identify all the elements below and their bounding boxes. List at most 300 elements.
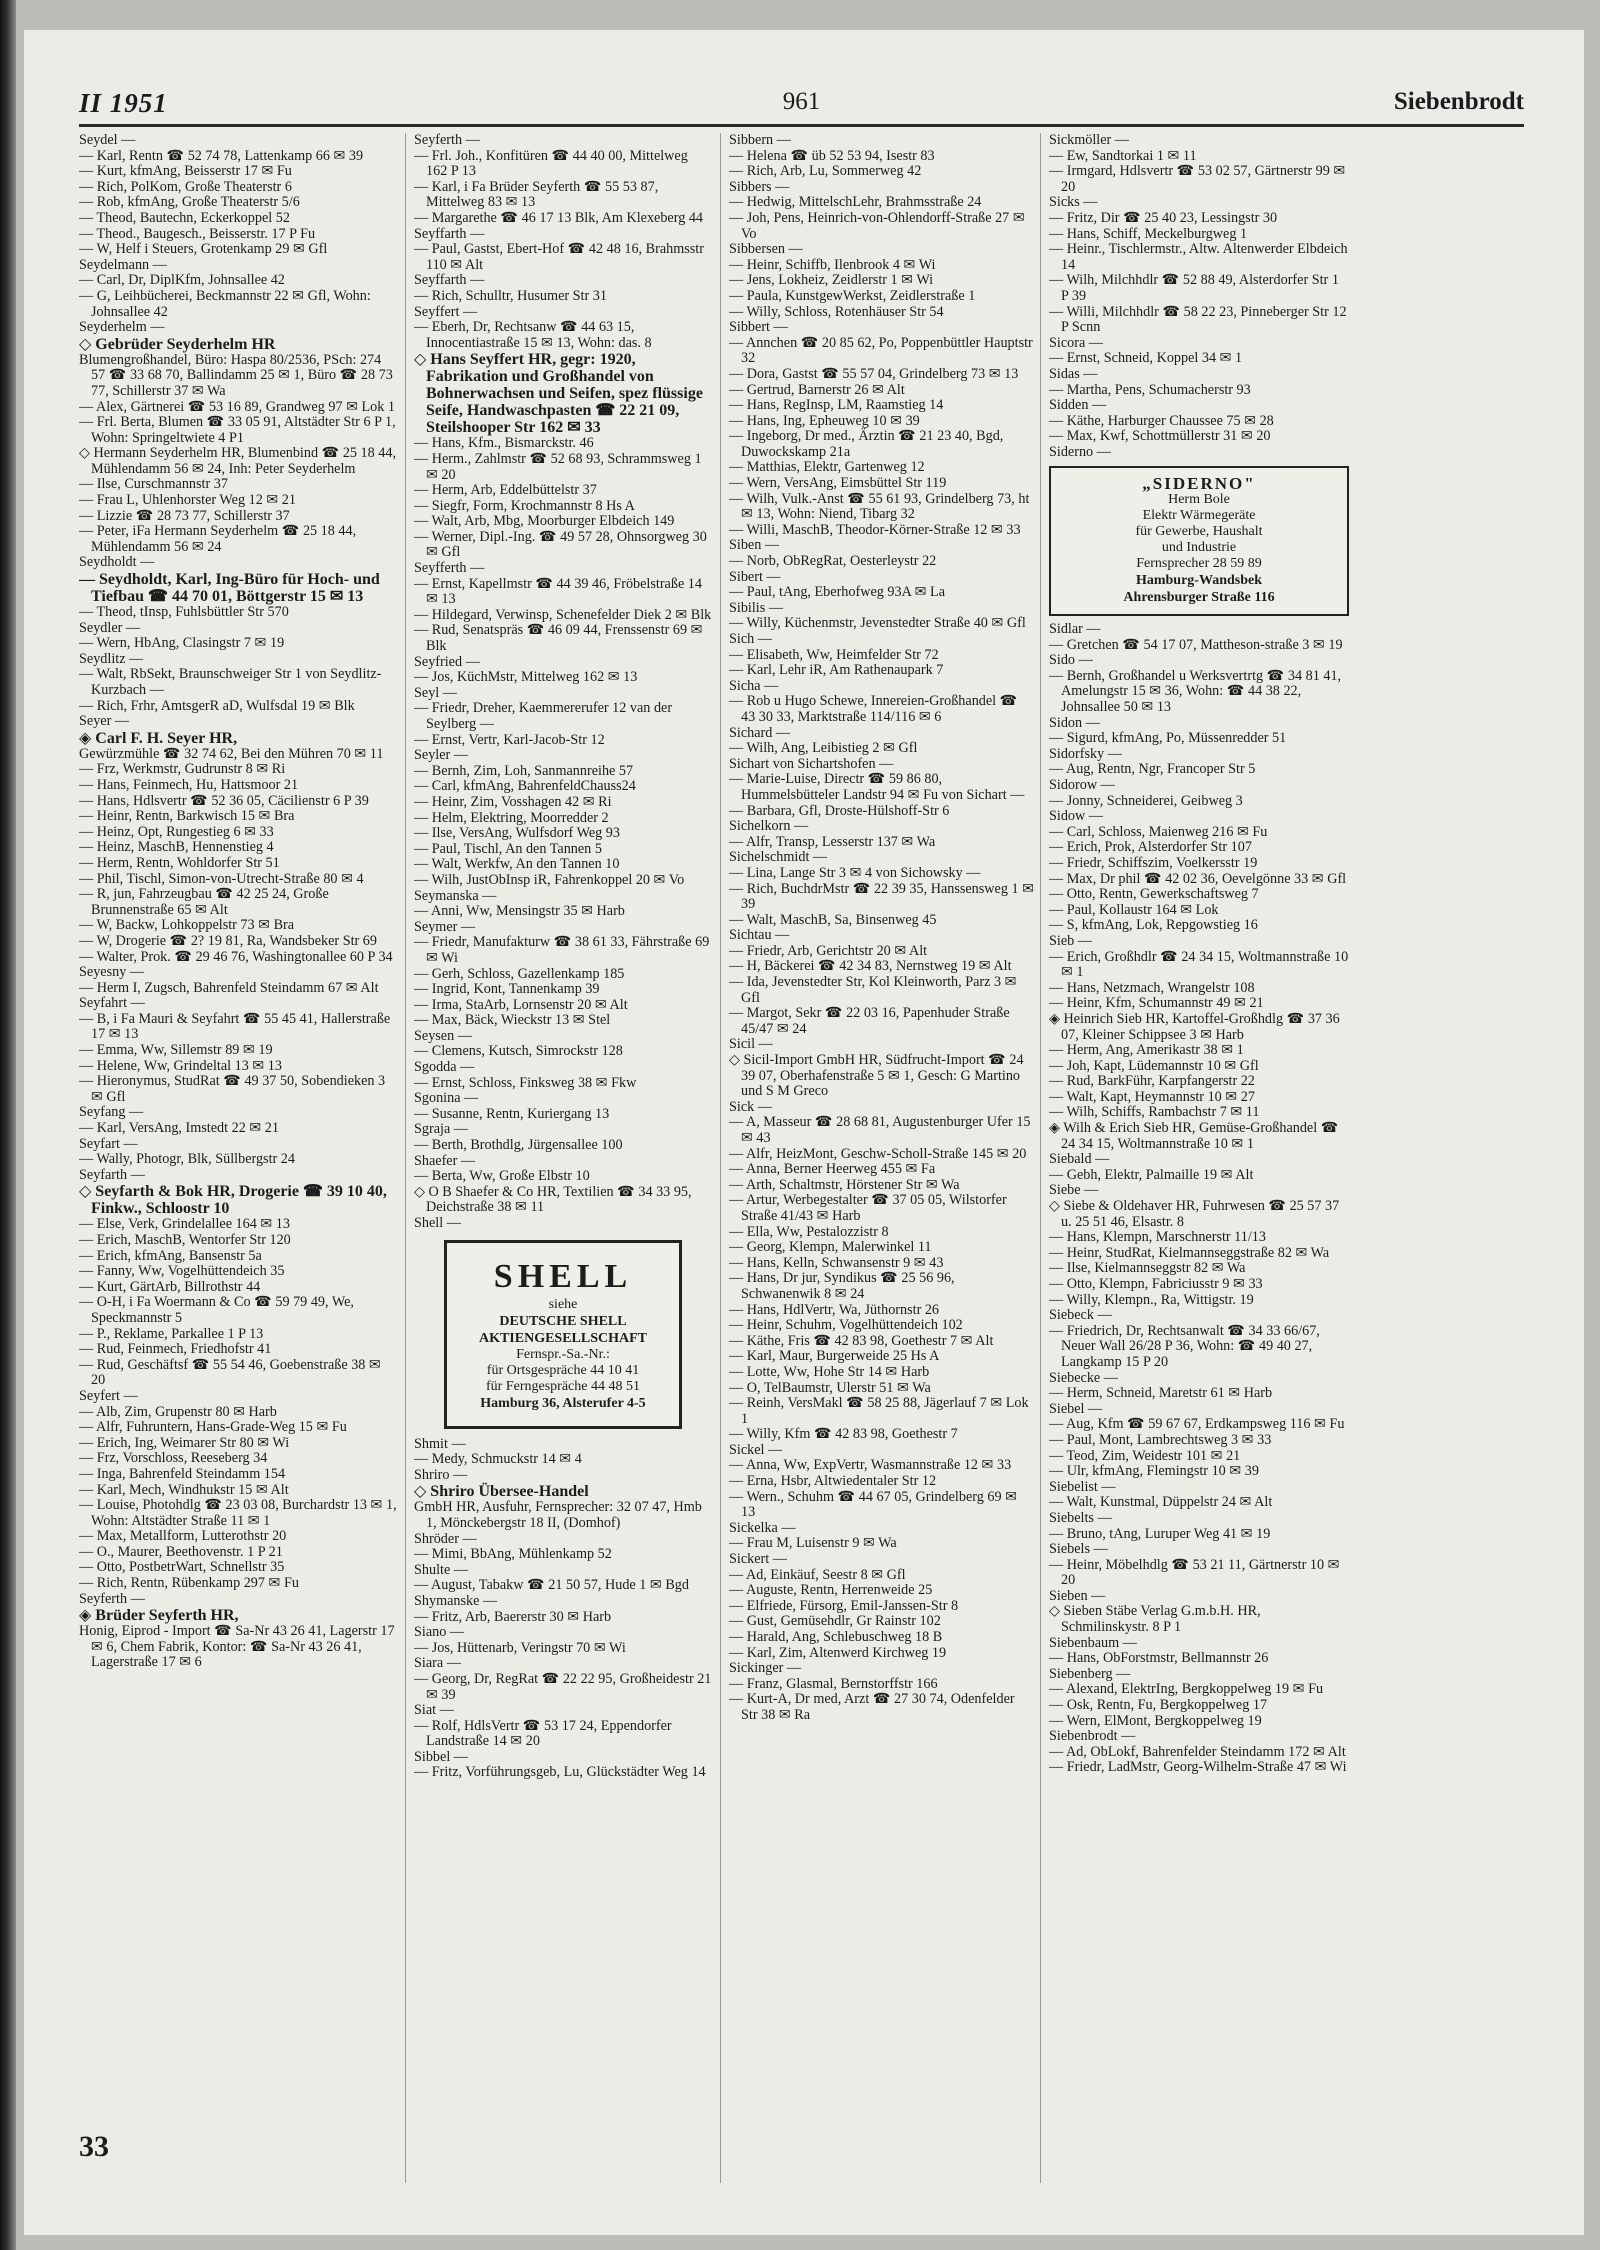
surname-heading: Sidlar — <box>1049 621 1101 638</box>
surname-heading: Sicora — <box>1049 334 1103 351</box>
directory-entry: — Ella, Ww, Pestalozzistr 8 <box>729 1223 889 1240</box>
directory-entry: — Medy, Schmuckstr 14 ✉ 4 <box>414 1451 582 1468</box>
directory-entry: — Anni, Ww, Mensingstr 35 ✉ Harb <box>414 903 625 920</box>
surname-heading: Seyffert — <box>414 303 478 320</box>
directory-entry: — Ad, ObLokf, Bahrenfelder Steindamm 172 ✉ Alt <box>1049 1743 1346 1760</box>
directory-entry: — Erich, Großhdlr ☎ 24 34 15, Woltmannstraße 10 ✉ 1 <box>1049 948 1349 981</box>
directory-entry: — Lizzie ☎ 28 73 77, Schillerstr 37 <box>79 507 290 524</box>
directory-entry: — Phil, Tischl, Simon-von-Utrecht-Straße 80 ✉ 4 <box>79 870 364 887</box>
directory-entry: — Gust, Gemüsehdlr, Gr Rainstr 102 <box>729 1613 941 1630</box>
directory-entry: — Friedr, Arb, Gerichtstr 20 ✉ Alt <box>729 942 928 959</box>
directory-entry: — Carl, kfmAng, BahrenfeldChauss24 <box>414 778 636 795</box>
directory-entry: — Seydholdt, Karl, Ing-Büro für Hoch- und Tiefbau ☎ 44 70 01, Böttgerstr 15 ✉ 13 <box>79 571 380 606</box>
directory-entry: — Hans, HdlVertr, Wa, Jüthornstr 26 <box>729 1301 940 1318</box>
directory-entry: — Herm, Ang, Amerikastr 38 ✉ 1 <box>1049 1042 1244 1059</box>
directory-entry: — Anna, Ww, ExpVertr, Wasmannstraße 12 ✉ 33 <box>729 1457 1012 1474</box>
directory-entry: — G, Leihbücherei, Beckmannstr 22 ✉ Gfl, Wohn: Johnsallee 42 <box>79 287 371 320</box>
directory-entry: — Margarethe ☎ 46 17 13 Blk, Am Klexeberg 44 <box>414 209 704 226</box>
directory-entry: ◈ Brüder Seyferth HR, <box>79 1607 239 1625</box>
directory-entry: Honig, Eiprod - Import ☎ Sa-Nr 43 26 41, Lagerstr 17 ✉ 6, Chem Fabrik, Kontor: ☎ Sa-Nr 43 26 41, Lagerstraße 17 ✉ 6 <box>79 1623 395 1671</box>
directory-entry: — Karl, Zim, Altenwerd Kirchweg 19 <box>729 1644 947 1661</box>
surname-heading: Seyfarth — <box>79 1166 145 1183</box>
directory-entry: — Heinz, Opt, Rungestieg 6 ✉ 33 <box>79 823 274 840</box>
siderno-ad-uses: für Gewerbe, Haushalt <box>1135 524 1263 540</box>
directory-entry: — Irma, StaArb, Lornsenstr 20 ✉ Alt <box>414 996 628 1013</box>
directory-page <box>24 30 1584 2235</box>
directory-entry: — Clemens, Kutsch, Simrockstr 128 <box>414 1043 623 1060</box>
directory-entry: — Hans, Netzmach, Wrangelstr 108 <box>1049 979 1255 996</box>
directory-entry: ◇ Hans Seyffert HR, gegr: 1920, Fabrikation und Großhandel von Bohnerwachsen und Seifen, spez flüssige Seife, Handwaschpasten ☎ 22 21 09, Steilshooper Str 162 ✉ 33 <box>414 351 703 437</box>
directory-entry: — Paul, tAng, Eberhofweg 93A ✉ La <box>729 584 945 601</box>
surname-heading: Siben — <box>729 537 780 554</box>
shell-ad-phone-local: für Ortsgespräche 44 10 41 <box>486 1362 640 1378</box>
surname-heading: Sido — <box>1049 652 1093 669</box>
directory-entry: — Aug, Rentn, Ngr, Francoper Str 5 <box>1049 761 1256 778</box>
directory-entry: — Frl. Joh., Konfitüren ☎ 44 40 00, Mittelweg 162 P 13 <box>414 147 688 180</box>
directory-entry: — Alex, Gärtnerei ☎ 53 16 89, Grandweg 97 ✉ Lok 1 <box>79 398 396 415</box>
surname-heading: Seyfang — <box>79 1104 144 1121</box>
surname-heading: Seyer — <box>79 713 130 730</box>
surname-heading: Sibbel — <box>414 1748 468 1765</box>
surname-heading: Sichart von Sichartshofen — <box>729 755 894 772</box>
siderno-ad-product: Elektr Wärmegeräte <box>1142 508 1256 524</box>
directory-entry: — Lina, Lange Str 3 ✉ 4 von Sichowsky — <box>729 864 981 881</box>
directory-entry: — Wilh, JustObInsp iR, Fahrenkoppel 20 ✉ Vo <box>414 871 685 888</box>
surname-heading: Seymanska — <box>414 887 497 904</box>
directory-entry: — Walter, Prok. ☎ 29 46 76, Washingtonallee 60 P 34 <box>79 948 393 965</box>
surname-heading: Shymanske — <box>414 1592 498 1609</box>
directory-entry: — Joh, Pens, Heinrich-von-Ohlendorff-Straße 27 ✉ Vo <box>729 209 1025 242</box>
directory-entry: — Auguste, Rentn, Herrenweide 25 <box>729 1582 933 1599</box>
surname-heading: Sibert — <box>729 568 781 585</box>
directory-entry: — Otto, PostbetrWart, Schnellstr 35 <box>79 1559 285 1576</box>
directory-entry: — Friedr, Manufakturw ☎ 38 61 33, Fährstraße 69 ✉ Wi <box>414 934 710 966</box>
surname-heading: Seyffarth — <box>414 272 485 289</box>
directory-entry: — Heinr, Rentn, Barkwisch 15 ✉ Bra <box>79 808 295 825</box>
directory-entry: ◇ Seyfarth & Bok HR, Drogerie ☎ 39 10 40, Finkw., Schloostr 10 <box>79 1183 387 1218</box>
directory-entry: — Frl. Berta, Blumen ☎ 33 05 91, Altstädter Str 6 P 1, Wohn: Springeltwiete 4 P1 <box>79 414 396 446</box>
directory-entry: — Otto, Rentn, Gewerkschaftsweg 7 <box>1049 886 1259 903</box>
surname-heading: Sibbern — <box>729 133 791 148</box>
directory-entry: — W, Backw, Lohkoppelstr 73 ✉ Bra <box>79 917 295 934</box>
directory-entry: — Louise, Photohdlg ☎ 23 03 08, Burchardstr 13 ✉ 1, Wohn: Altstädter Straße 11 ✉ 1 <box>79 1497 397 1529</box>
directory-entry: — Erich, MaschB, Wentorfer Str 120 <box>79 1232 291 1248</box>
directory-entry: — Ilse, VersAng, Wulfsdorf Weg 93 <box>414 825 620 842</box>
directory-entry: — Jos, KüchMstr, Mittelweg 162 ✉ 13 <box>414 669 638 686</box>
directory-entry: — Rob u Hugo Schewe, Innereien-Großhandel ☎ 43 30 33, Marktstraße 114/116 ✉ 6 <box>729 693 1018 725</box>
surname-heading: Sicha — <box>729 677 779 694</box>
directory-entry: — Martha, Pens, Schumacherstr 93 <box>1049 381 1251 398</box>
directory-entry: — Herm, Arb, Eddelbüttelstr 37 <box>414 482 597 499</box>
surname-heading: Shröder — <box>414 1530 477 1547</box>
surname-heading: Siebenbaum — <box>1049 1634 1137 1651</box>
directory-entry: — Peter, iFa Hermann Seyderhelm ☎ 25 18 44, Mühlendamm 56 ✉ 24 <box>79 523 357 555</box>
directory-entry: — Heinr, Möbelhdlg ☎ 53 21 11, Gärtnerstr 10 ✉ 20 <box>1049 1556 1340 1589</box>
surname-heading: Seydler — <box>79 619 141 636</box>
surname-heading: Sidorfsky — <box>1049 745 1122 762</box>
directory-entry: — Emma, Ww, Sillemstr 89 ✉ 19 <box>79 1042 273 1059</box>
directory-entry: — Walt, MaschB, Sa, Binsenweg 45 <box>729 911 937 928</box>
shell-ad-address: Hamburg 36, Alsterufer 4-5 <box>480 1395 646 1411</box>
directory-entry: — Wern., Schuhm ☎ 44 67 05, Grindelberg 69 ✉ 13 <box>729 1488 1017 1521</box>
directory-entry: — Jonny, Schneiderei, Geibweg 3 <box>1049 792 1243 809</box>
column-3 <box>729 133 1034 2183</box>
directory-entry: — Rud, Feinmech, Friedhofstr 41 <box>79 1341 272 1358</box>
directory-entry: — Anna, Berner Heerweg 455 ✉ Fa <box>729 1161 936 1178</box>
directory-entry: ◇ Gebrüder Seyderhelm HR <box>79 335 276 353</box>
directory-entry: — Kurt, GärtArb, Billrothstr 44 <box>79 1278 261 1295</box>
directory-entry: — Carl, Dr, DiplKfm, Johnsallee 42 <box>79 272 285 289</box>
directory-entry: — Max, Kwf, Schottmüllerstr 31 ✉ 20 <box>1049 428 1271 445</box>
surname-heading: Seyesny — <box>79 964 145 981</box>
surname-heading: Sidow — <box>1049 808 1103 825</box>
directory-entry: — Herm., Zahlmstr ☎ 52 68 93, Schrammsweg 1 ✉ 20 <box>414 450 702 483</box>
directory-entry: — Barbara, Gfl, Droste-Hülshoff-Str 6 <box>729 802 950 819</box>
directory-entry: — Karl, Lehr iR, Am Rathenaupark 7 <box>729 662 944 679</box>
directory-entry: — Friedr, Schiffszim, Voelkersstr 19 <box>1049 854 1258 871</box>
surname-heading: Sidon — <box>1049 714 1100 731</box>
surname-heading: Seydelmann — <box>79 256 167 273</box>
directory-entry: — Jos, Hüttenarb, Veringstr 70 ✉ Wi <box>414 1639 626 1656</box>
column-2-entries <box>414 133 712 1232</box>
surname-heading: Sickert — <box>729 1551 787 1568</box>
directory-entry: — Alb, Zim, Grupenstr 80 ✉ Harb <box>79 1403 277 1420</box>
header-rule <box>79 124 1524 127</box>
shell-ad-company-type: AKTIENGESELLSCHAFT <box>478 1330 648 1346</box>
column-1 <box>79 133 397 2183</box>
directory-entry: — Walt, Arb, Mbg, Moorburger Elbdeich 149 <box>414 513 675 530</box>
surname-heading: Siano — <box>414 1624 465 1641</box>
siderno-ad-owner: Herm Bole <box>1168 492 1230 508</box>
surname-heading: Seydlitz — <box>79 650 144 667</box>
column-divider <box>720 133 721 2183</box>
directory-entry: — Reinh, VersMakl ☎ 58 25 88, Jägerlauf 7 ✉ Lok 1 <box>729 1395 1029 1427</box>
directory-entry: — Hieronymus, StudRat ☎ 49 37 50, Sobendieken 3 ✉ Gfl <box>79 1073 386 1105</box>
shell-advertisement <box>444 1240 682 1429</box>
directory-entry: — Käthe, Fris ☎ 42 83 98, Goethestr 7 ✉ Alt <box>729 1332 994 1349</box>
directory-entry: — Frau L, Uhlenhorster Weg 12 ✉ 21 <box>79 492 296 509</box>
directory-entry: — Wern, ElMont, Bergkoppelweg 19 <box>1049 1712 1262 1729</box>
surname-heading: Siebecke — <box>1049 1369 1118 1386</box>
directory-entry: — Mimi, BbAng, Mühlenkamp 52 <box>414 1546 612 1563</box>
directory-entry: — Frau M, Luisenstr 9 ✉ Wa <box>729 1535 897 1552</box>
directory-entry: — Walt, Kunstmal, Düppelstr 24 ✉ Alt <box>1049 1494 1273 1511</box>
surname-heading: Seyler — <box>414 747 468 764</box>
directory-entry: — O, TelBaumstr, Ulerstr 51 ✉ Wa <box>729 1379 931 1396</box>
surname-heading: Sichtau — <box>729 927 790 944</box>
directory-entry: — R, jun, Fahrzeugbau ☎ 42 25 24, Große Brunnenstraße 65 ✉ Alt <box>79 886 329 918</box>
directory-entry: — Otto, Klempn, Fabriciusstr 9 ✉ 33 <box>1049 1276 1263 1292</box>
siderno-ad-phone: Fernsprecher 28 59 89 <box>1136 556 1262 572</box>
directory-entry: — Walt, Werkfw, An den Tannen 10 <box>414 856 620 873</box>
surname-heading: Sibbert — <box>729 319 788 336</box>
directory-entry: — Ad, Einkäuf, Seestr 8 ✉ Gfl <box>729 1566 906 1583</box>
directory-entry: — Ida, Jevenstedter Str, Kol Kleinworth, Parz 3 ✉ Gfl <box>729 974 1017 1006</box>
directory-entry: ◈ Carl F. H. Seyer HR, <box>79 729 238 747</box>
directory-entry: Blumengroßhandel, Büro: Haspa 80/2536, PSch: 274 57 ☎ 33 68 70, Ballindamm 25 ✉ 1, Büro ☎ 28 73 77, Schillerstr 37 ✉ Wa <box>79 351 393 399</box>
surname-heading: Siebeck — <box>1049 1307 1112 1324</box>
directory-entry: — Hans, Kfm., Bismarckstr. 46 <box>414 435 594 452</box>
directory-entry: — Wern, HbAng, Clasingstr 7 ✉ 19 <box>79 635 285 652</box>
surname-heading: Sichelkorn — <box>729 818 809 835</box>
directory-entry: — Inga, Bahrenfeld Steindamm 154 <box>79 1465 286 1482</box>
directory-entry: — Sigurd, kfmAng, Po, Müssenredder 51 <box>1049 730 1287 747</box>
directory-entry: — W, Drogerie ☎ 2? 19 81, Ra, Wandsbeker Str 69 <box>79 932 377 949</box>
surname-heading: Seyfart — <box>79 1135 138 1152</box>
directory-entry: — Paul, Tischl, An den Tannen 5 <box>414 840 602 857</box>
surname-heading: Siderno — <box>1049 443 1111 460</box>
directory-entry: — Willi, MaschB, Theodor-Körner-Straße 12 ✉ 33 <box>729 521 1021 538</box>
directory-entry: — Rich, PolKom, Große Theaterstr 6 <box>79 178 292 195</box>
directory-entry: — Heinr, Schuhm, Vogelhüttendeich 102 <box>729 1317 963 1334</box>
volume-year: II 1951 <box>79 88 168 118</box>
surname-heading: Siara — <box>414 1655 461 1672</box>
directory-entry: ◈ Heinrich Sieb HR, Kartoffel-Großhdlg ☎ 37 36 07, Kleiner Schippsee 3 ✉ Harb <box>1049 1010 1340 1043</box>
directory-entry: — Rich, Rentn, Rübenkamp 297 ✉ Fu <box>79 1575 299 1592</box>
surname-heading: Seyfert — <box>79 1387 138 1404</box>
surname-heading: Sidorow — <box>1049 777 1115 793</box>
surname-heading: Sidas — <box>1049 365 1098 382</box>
directory-entry: — Rud, Geschäftsf ☎ 55 54 46, Goebenstraße 38 ✉ 20 <box>79 1356 381 1389</box>
directory-entry: — Karl, VersAng, Imstedt 22 ✉ 21 <box>79 1120 279 1137</box>
directory-entry: — Hildegard, Verwinsp, Schenefelder Diek 2 ✉ Blk <box>414 606 712 623</box>
directory-entry: — Alfr, Fuhruntern, Hans-Grade-Weg 15 ✉ Fu <box>79 1419 347 1436</box>
directory-entry: — Hans, Schiff, Meckelburgweg 1 <box>1049 225 1248 242</box>
surname-heading: Sicks — <box>1049 194 1098 211</box>
directory-entry: — Fanny, Ww, Vogelhüttendeich 35 <box>79 1263 285 1280</box>
directory-entry: — Karl, Rentn ☎ 52 74 78, Lattenkamp 66 ✉ 39 <box>79 147 364 164</box>
siderno-ad-street: Ahrensburger Straße 116 <box>1123 590 1275 606</box>
surname-heading: Seyfahrt — <box>79 995 145 1012</box>
directory-entry: — W, Helf i Steuers, Grotenkamp 29 ✉ Gfl <box>79 241 328 258</box>
surname-heading: Seymer — <box>414 918 476 935</box>
directory-entry: — Ilse, Curschmannstr 37 <box>79 476 228 493</box>
directory-entry: — S, kfmAng, Lok, Repgowstieg 16 <box>1049 917 1258 934</box>
surname-heading: Sich — <box>729 631 772 647</box>
surname-heading: Siebald — <box>1049 1151 1110 1168</box>
shell-ad-phone-long: für Ferngespräche 44 48 51 <box>486 1378 640 1394</box>
directory-entry: — Rich, BuchdrMstr ☎ 22 39 35, Hanssensweg 1 ✉ 39 <box>729 880 1034 913</box>
directory-entry: — Herm I, Zugsch, Bahrenfeld Steindamm 67 ✉ Alt <box>79 979 379 996</box>
column-4 <box>1049 133 1349 2183</box>
directory-entry: — Heinr, Zim, Vosshagen 42 ✉ Ri <box>414 793 612 810</box>
directory-entry: — Georg, Klempn, Malerwinkel 11 <box>729 1239 932 1256</box>
directory-entry: — Frz, Vorschloss, Reeseberg 34 <box>79 1450 268 1467</box>
directory-entry: — August, Tabakw ☎ 21 50 57, Hude 1 ✉ Bgd <box>414 1577 689 1594</box>
directory-entry: — Heinr., Tischlermstr., Altw. Altenwerder Elbdeich 14 <box>1049 241 1348 273</box>
directory-entry: — Fritz, Dir ☎ 25 40 23, Lessingstr 30 <box>1049 209 1278 226</box>
directory-entry: — Hedwig, MittelschLehr, Brahmsstraße 24 <box>729 194 982 211</box>
footer-page-number: 33 <box>79 2130 109 2163</box>
directory-entry: — Herm, Rentn, Wohldorfer Str 51 <box>79 854 280 871</box>
directory-entry: — H, Bäckerei ☎ 42 34 83, Nernstweg 19 ✉ Alt <box>729 958 1012 975</box>
surname-heading: Shriro — <box>414 1466 468 1483</box>
directory-entry: — Paul, Kollaustr 164 ✉ Lok <box>1049 901 1219 918</box>
directory-entry: — Ilse, Kielmannseggstr 82 ✉ Wa <box>1049 1260 1246 1277</box>
directory-entry: — Hans, ObForstmstr, Bellmannstr 26 <box>1049 1650 1269 1667</box>
directory-entry: — Theod, tInsp, Fuhlsbüttler Str 570 <box>79 604 289 621</box>
column-4-entries-lower <box>1049 622 1349 1776</box>
directory-entry: — Ernst, Schloss, Finksweg 38 ✉ Fkw <box>414 1074 637 1091</box>
directory-entry: ◇ Sicil-Import GmbH HR, Südfrucht-Import ☎ 24 39 07, Oberhafenstraße 5 ✉ 1, Gesch: G Martino und S M Greco <box>729 1052 1024 1100</box>
directory-entry: — Berta, Ww, Große Elbstr 10 <box>414 1168 590 1185</box>
directory-entry: — Herm, Schneid, Maretstr 61 ✉ Harb <box>1049 1385 1273 1402</box>
siderno-ad-title: „SIDERNO" <box>1142 474 1256 494</box>
directory-entry: — Elfriede, Fürsorg, Emil-Janssen-Str 8 <box>729 1597 959 1614</box>
directory-entry: — Wilh, Milchhdlr ☎ 52 88 49, Alsterdorfer Str 1 P 39 <box>1049 272 1339 304</box>
directory-entry: — Willy, Schloss, Rotenhäuser Str 54 <box>729 303 944 320</box>
directory-entry: ◈ Wilh & Erich Sieb HR, Gemüse-Großhandel ☎ 24 34 15, Woltmannstraße 10 ✉ 1 <box>1049 1120 1339 1152</box>
directory-entry: — Fritz, Vorführungsgeb, Lu, Glückstädter Weg 14 <box>414 1764 706 1781</box>
directory-entry: — B, i Fa Mauri & Seyfahrt ☎ 55 45 41, Hallerstraße 17 ✉ 13 <box>79 1010 391 1043</box>
surname-heading: Seysen — <box>414 1027 472 1044</box>
directory-entry: ◇ Sieben Stäbe Verlag G.m.b.H. HR, Schmilinskystr. 8 P 1 <box>1049 1603 1261 1636</box>
surname-heading: Sieben — <box>1049 1587 1106 1604</box>
shell-ad-company: DEUTSCHE SHELL <box>499 1313 627 1329</box>
surname-heading: Sickmöller — <box>1049 133 1129 148</box>
siderno-ad-uses-2: und Industrie <box>1161 540 1237 556</box>
directory-entry: — Georg, Dr, RegRat ☎ 22 22 95, Großheidestr 21 ✉ 39 <box>414 1670 712 1703</box>
siderno-ad-city: Hamburg-Wandsbek <box>1135 573 1263 589</box>
directory-entry: — Theod, Bautechn, Eckerkoppel 52 <box>79 209 290 226</box>
directory-entry: — Rud, Senatspräs ☎ 46 09 44, Frenssenstr 69 ✉ Blk <box>414 622 703 655</box>
directory-entry: — Theod., Baugesch., Beisserstr. 17 P Fu <box>79 225 316 242</box>
directory-entry: ◇ Shriro Übersee-Handel <box>414 1483 589 1501</box>
directory-entry: — Karl, i Fa Brüder Seyferth ☎ 55 53 87, Mittelweg 83 ✉ 13 <box>414 178 659 211</box>
surname-heading: Siebels — <box>1049 1541 1108 1558</box>
directory-entry: — Harald, Ang, Schlebuschweg 18 B <box>729 1629 943 1645</box>
directory-entry: — Hans, Kelln, Schwansenstr 9 ✉ 43 <box>729 1254 944 1271</box>
directory-entry: — Rud, BarkFühr, Karpfangerstr 22 <box>1049 1073 1255 1090</box>
column-divider <box>1040 133 1041 2183</box>
directory-entry: — A, Masseur ☎ 28 68 81, Augustenburger Ufer 15 ✉ 43 <box>729 1114 1031 1146</box>
directory-entry: — Max, Metallform, Lutterothstr 20 <box>79 1528 287 1545</box>
surname-heading: Sibbersen — <box>729 241 803 258</box>
directory-entry: — Max, Bäck, Wieckstr 13 ✉ Stel <box>414 1012 611 1029</box>
directory-entry: ◇ Siebe & Oldehaver HR, Fuhrwesen ☎ 25 57 37 u. 25 51 46, Elsastr. 8 <box>1049 1198 1340 1230</box>
surname-heading: Siebenbrodt — <box>1049 1728 1136 1745</box>
directory-entry: — Ernst, Kapellmstr ☎ 44 39 46, Fröbelstraße 14 ✉ 13 <box>414 575 702 608</box>
directory-entry: — Ulr, kfmAng, Flemingstr 10 ✉ 39 <box>1049 1463 1259 1480</box>
surname-heading: Sidden — <box>1049 397 1107 414</box>
directory-entry: — Werner, Dipl.-Ing. ☎ 49 57 28, Ohnsorgweg 30 ✉ Gfl <box>414 528 707 561</box>
directory-entry: — Hans, Ing, Epheuweg 10 ✉ 39 <box>729 412 920 429</box>
directory-entry: GmbH HR, Ausfuhr, Fernsprecher: 32 07 47, Hmb 1, Mönckebergstr 18 II, (Domhof) <box>414 1499 702 1531</box>
surname-heading: Sichelschmidt — <box>729 849 828 866</box>
shell-ad-phone-label: Fernspr.-Sa.-Nr.: <box>516 1346 610 1362</box>
directory-entry: — Karl, Mech, Windhukstr 15 ✉ Alt <box>79 1481 289 1498</box>
directory-entry: — Ew, Sandtorkai 1 ✉ 11 <box>1049 147 1197 164</box>
directory-entry: — Wern, VersAng, Eimsbüttel Str 119 <box>729 475 947 492</box>
directory-entry: — Elisabeth, Ww, Heimfelder Str 72 <box>729 646 939 663</box>
directory-entry: — Gebh, Elektr, Palmaille 19 ✉ Alt <box>1049 1166 1254 1183</box>
page-header <box>79 88 1524 122</box>
surname-heading: Siebenberg — <box>1049 1665 1131 1682</box>
directory-entry: — O-H, i Fa Woermann & Co ☎ 59 79 49, We, Speckmannstr 5 <box>79 1294 354 1326</box>
directory-entry: — Rolf, HdlsVertr ☎ 53 17 24, Eppendorfer Landstraße 14 ✉ 20 <box>414 1717 672 1750</box>
directory-entry: — O., Maurer, Beethovenstr. 1 P 21 <box>79 1543 283 1560</box>
directory-entry: ◇ O B Shaefer & Co HR, Textilien ☎ 34 33 95, Deichstraße 38 ✉ 11 <box>414 1183 692 1216</box>
surname-heading: Seydholdt — <box>79 554 155 571</box>
directory-entry: — Ernst, Vertr, Karl-Jacob-Str 12 <box>414 731 605 748</box>
directory-entry: — Osk, Rentn, Fu, Bergkoppelweg 17 <box>1049 1697 1268 1714</box>
directory-entry: — Alfr, HeizMont, Geschw-Scholl-Straße 145 ✉ 20 <box>729 1145 1027 1162</box>
surname-heading: Seydel — <box>79 133 136 148</box>
directory-entry: — Friedrich, Dr, Rechtsanwalt ☎ 34 33 66/67, Neuer Wall 26/28 P 36, Wohn: ☎ 49 40 27, Langkamp 15 P 20 <box>1049 1322 1320 1370</box>
column-4-entries <box>1049 133 1349 460</box>
directory-entry: — Wally, Photogr, Blk, Süllbergstr 24 <box>79 1151 295 1168</box>
directory-entry: — Paul, Gastst, Ebert-Hof ☎ 42 48 16, Brahmsstr 110 ✉ Alt <box>414 241 704 273</box>
directory-entry: — Marie-Luise, Directr ☎ 59 86 80, Hummelsbütteler Landstr 94 ✉ Fu von Sichart — <box>729 771 1025 803</box>
directory-entry: — Gretchen ☎ 54 17 07, Mattheson-straße 3 ✉ 19 <box>1049 636 1343 653</box>
directory-entry: — Siegfr, Form, Krochmannstr 8 Hs A <box>414 497 635 514</box>
directory-entry: — Ernst, Schneid, Koppel 34 ✉ 1 <box>1049 350 1243 367</box>
directory-entry: — Heinr, Kfm, Schumannstr 49 ✉ 21 <box>1049 995 1264 1012</box>
directory-entry: — Bruno, tAng, Luruper Weg 41 ✉ 19 <box>1049 1525 1271 1542</box>
directory-entry: — Erich, Ing, Weimarer Str 80 ✉ Wi <box>79 1434 290 1451</box>
directory-entry: — Dora, Gastst ☎ 55 57 04, Grindelberg 73 ✉ 13 <box>729 365 1019 382</box>
directory-entry: — Wilh, Schiffs, Rambachstr 7 ✉ 11 <box>1049 1104 1260 1121</box>
directory-entry: — Rich, Arb, Lu, Sommerweg 42 <box>729 163 922 180</box>
directory-entry: — Erna, Hsbr, Altwiedentaler Str 12 <box>729 1473 937 1490</box>
surname-heading: Sgraja — <box>414 1121 468 1138</box>
page-number: 961 <box>782 88 821 115</box>
directory-entry: — Willy, Klempn., Ra, Wittigstr. 19 <box>1049 1291 1254 1308</box>
surname-heading: Sickel — <box>729 1441 783 1458</box>
surname-heading: Siebe — <box>1049 1182 1099 1199</box>
surname-heading: Sichard — <box>729 724 791 741</box>
surname-heading: Sickelka — <box>729 1519 796 1536</box>
directory-entry: — Willy, Kfm ☎ 42 83 98, Goethestr 7 <box>729 1426 958 1443</box>
directory-entry: — Walt, Kapt, Heymannstr 10 ✉ 27 <box>1049 1088 1255 1105</box>
directory-entry: — Paul, Mont, Lambrechtsweg 3 ✉ 33 <box>1049 1431 1272 1448</box>
directory-entry: — Fritz, Arb, Baererstr 30 ✉ Harb <box>414 1608 612 1625</box>
surname-heading: Sieb — <box>1049 932 1092 949</box>
directory-entry: — Erich, Prok, Alsterdorfer Str 107 <box>1049 839 1252 856</box>
directory-entry: — Helm, Elektring, Moorredder 2 <box>414 809 609 826</box>
directory-entry: — Hans, Dr jur, Syndikus ☎ 25 56 96, Schwanenwik 8 ✉ 24 <box>729 1270 955 1302</box>
surname-heading: Shaefer — <box>414 1152 476 1169</box>
directory-entry: — Hans, Hdlsvertr ☎ 52 36 05, Cäcilienstr 6 P 39 <box>79 792 369 809</box>
surname-heading: Siebelts — <box>1049 1509 1112 1526</box>
directory-entry: — Frz, Werkmstr, Gudrunstr 8 ✉ Ri <box>79 761 286 778</box>
surname-heading: Sgodda — <box>414 1059 475 1076</box>
shell-ad-see: siehe <box>548 1296 578 1312</box>
directory-entry: — Heinz, MaschB, Hennenstieg 4 <box>79 839 274 856</box>
directory-entry: — Jens, Lokheiz, Zeidlerstr 1 ✉ Wi <box>729 272 934 289</box>
column-divider <box>405 133 406 2183</box>
siderno-advertisement <box>1049 466 1349 616</box>
directory-entry: — Kurt-A, Dr med, Arzt ☎ 27 30 74, Odenfelder Str 38 ✉ Ra <box>729 1691 1015 1723</box>
surname-heading: Siebelist — <box>1049 1478 1116 1495</box>
directory-entry: — P., Reklame, Parkallee 1 P 13 <box>79 1325 264 1342</box>
directory-entry: — Berth, Brothdlg, Jürgensallee 100 <box>414 1137 623 1154</box>
directory-entry: — Hans, Feinmech, Hu, Hattsmoor 21 <box>79 776 299 793</box>
directory-entry: — Arth, Schaltmstr, Hörstener Str ✉ Wa <box>729 1176 960 1193</box>
directory-entry: — Paula, KunstgewWerkst, Zeidlerstraße 1 <box>729 287 976 304</box>
column-2-entries-lower <box>414 1437 712 1781</box>
surname-heading: Sibbers — <box>729 178 790 195</box>
directory-entry: — Wilh, Vulk.-Anst ☎ 55 61 93, Grindelberg 73, ht ✉ 13, Wohn: Niend, Tibarg 32 <box>729 490 1030 523</box>
directory-entry: — Alfr, Transp, Lesserstr 137 ✉ Wa <box>729 833 936 850</box>
directory-entry: — Carl, Schloss, Maienweg 216 ✉ Fu <box>1049 823 1268 840</box>
directory-entry: — Hans, Klempn, Marschnerstr 11/13 <box>1049 1229 1266 1246</box>
shell-ad-title: SHELL <box>493 1257 633 1295</box>
directory-entry: — Heinr, Schiffb, Ilenbrook 4 ✉ Wi <box>729 256 936 273</box>
directory-entry: — Max, Dr phil ☎ 42 02 36, Oevelgönne 33 ✉ Gfl <box>1049 870 1347 887</box>
directory-entry: — Bernh, Zim, Loh, Sanmannreihe 57 <box>414 762 634 779</box>
surname-heading: Seyderhelm — <box>79 319 165 336</box>
